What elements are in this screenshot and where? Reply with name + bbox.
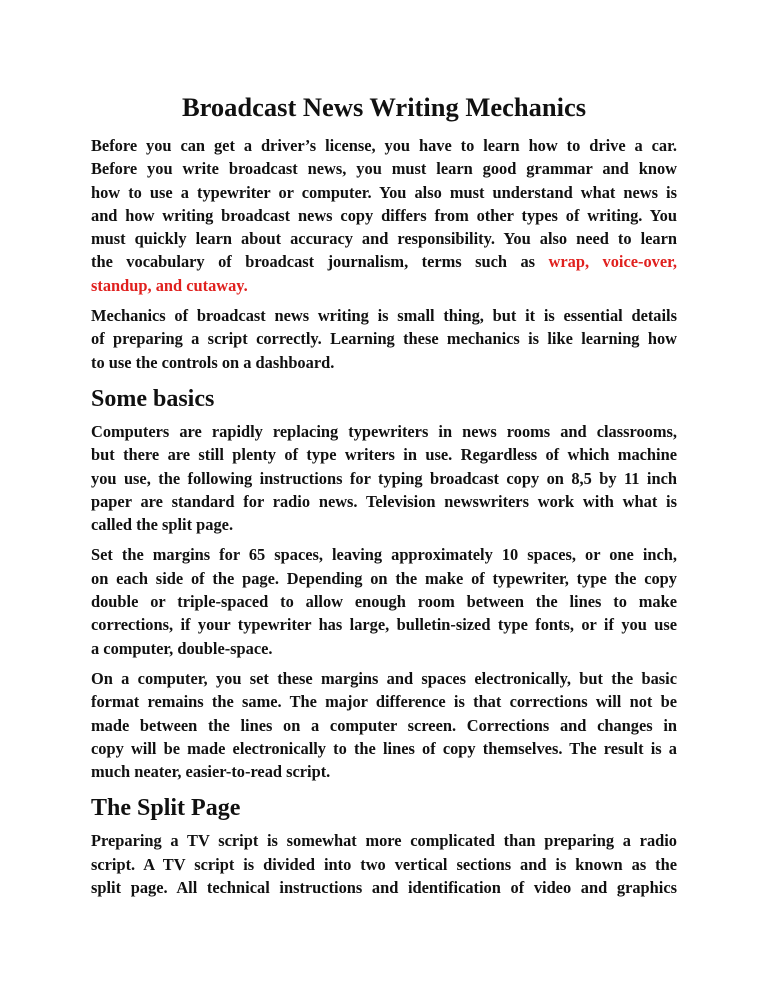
text-line: copy will be made electronically to the lines of copy themselves. The result is a [91,738,677,758]
text-line: On a computer, you set these margins and spaces electronically, but the basic [91,668,677,688]
document-title: Broadcast News Writing Mechanics [181,92,587,122]
text-line: you use, the following instructions for typing broadcast copy on 8,5 by 11 inch [91,468,677,488]
text-line: Before you write broadcast news, you must learn good grammar and know [91,159,677,179]
text-line: format remains the same. The major difference is that corrections will not be [91,692,677,712]
text-line: script. A TV script is divided into two vertical sections and is known as the [91,854,677,874]
text-line: corrections, if your typewriter has large, bulletin-sized type fonts, or if you use [91,615,677,635]
text-line: and how writing broadcast news copy differs from other types of writing. You [91,205,677,225]
document-page [91,88,677,906]
text-line: Set the margins for 65 spaces, leaving approximately 10 spaces, or one inch, [91,545,677,565]
text-run: the vocabulary of broadcast journalism, terms such as [91,252,549,272]
paragraph [91,304,677,374]
text-line: Mechanics of broadcast news writing is small thing, but it is essential details [91,306,677,326]
text-line: a computer, double-space. [91,638,273,658]
text-line: Preparing a TV script is somewhat more complicated than preparing a radio [91,831,677,851]
paragraph [91,667,677,783]
text-line: split page. All technical instructions and identification of video and graphics [91,878,677,898]
section-heading: The Split Page [91,795,241,822]
paragraph [91,134,677,297]
text-line: Computers are rapidly replacing typewriters in news rooms and classrooms, [91,421,677,441]
text-line: Before you can get a driver’s license, you have to learn how to drive a car. [91,136,677,155]
text-line: how to use a typewriter or computer. You also must understand what news is [91,182,677,202]
text-line: must quickly learn about accuracy and responsibility. You also need to learn [91,229,677,249]
paragraph [91,829,677,899]
paragraph [91,543,677,659]
text-line: of preparing a script correctly. Learning these mechanics is like learning how [91,329,677,349]
text-line: double or triple-spaced to allow enough room between the lines to make [91,592,677,612]
highlighted-terms: standup, and cutaway. [91,275,248,295]
text-line [91,274,677,297]
text-line: paper are standard for radio news. Television newswriters work with what is [91,491,677,511]
paragraph [91,420,677,536]
text-line: called the split page. [91,515,234,535]
text-line: much neater, easier-to-read script. [91,762,331,782]
text-line: to use the controls on a dashboard. [91,352,335,372]
text-line: on each side of the page. Depending on the make of typewriter, type the copy [91,568,677,588]
document-body [91,134,677,899]
text-line: but there are still plenty of type writers in use. Regardless of which machine [91,445,677,465]
text-line: made between the lines on a computer screen. Corrections and changes in [91,715,677,735]
section-heading: Some basics [91,385,215,412]
highlighted-terms: wrap, voice-over, [548,252,677,272]
text-line [91,250,677,273]
